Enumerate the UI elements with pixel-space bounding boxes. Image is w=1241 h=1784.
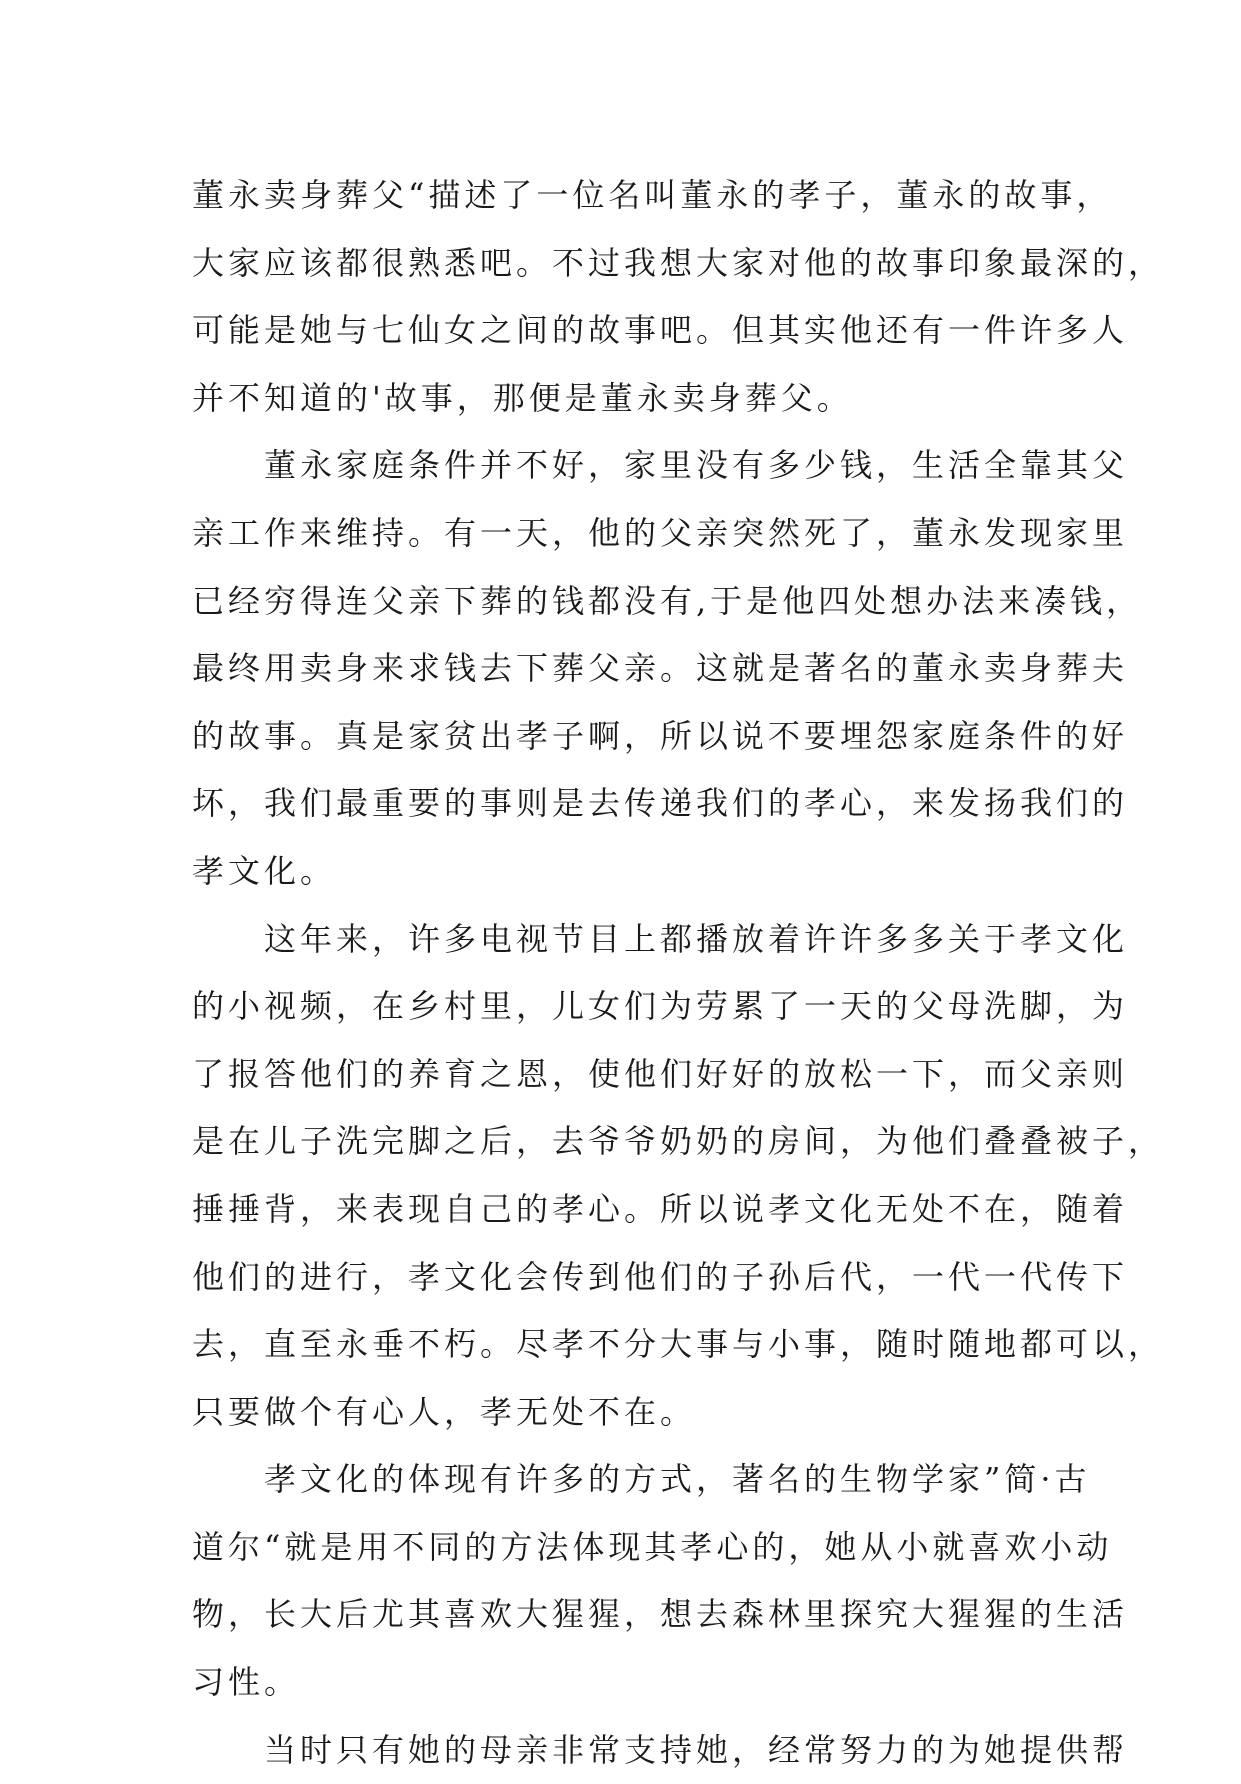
text-line: 大家应该都很熟悉吧。不过我想大家对他的故事印象最深的，: [192, 243, 1165, 282]
text-line: 道尔“就是用不同的方法体现其孝心的，她从小就喜欢小动: [192, 1527, 1113, 1566]
text-line: 坏，我们最重要的事则是去传递我们的孝心，来发扬我们的: [192, 784, 1129, 823]
text-line: 董永卖身葬父“描述了一位名叫董永的孝子，董永的故事，: [192, 176, 1113, 214]
text-line: 的小视频，在乡村里，儿女们为劳累了一天的父母洗脚，为: [192, 987, 1129, 1026]
text-line: 习性。: [192, 1663, 301, 1702]
text-line: 董永家庭条件并不好，家里没有多少钱，生活全靠其父: [192, 446, 1129, 485]
text-line: 物，长大后尤其喜欢大猩猩，想去森林里探究大猩猩的生活: [192, 1595, 1129, 1634]
text-line: 可能是她与七仙女之间的故事吧。但其实他还有一件许多人: [192, 311, 1129, 350]
text-line: 亲工作来维持。有一天，他的父亲突然死了，董永发现家里: [192, 513, 1129, 552]
text-line: 已经穷得连父亲下葬的钱都没有,于是他四处想办法来凑钱，: [192, 581, 1143, 620]
text-line: 当时只有她的母亲非常支持她，经常努力的为她提供帮: [192, 1730, 1129, 1769]
text-line: 只要做个有心人，孝无处不在。: [192, 1392, 697, 1431]
text-line: 了报答他们的养育之恩，使他们好好的放松一下，而父亲则: [192, 1054, 1129, 1093]
body-text: [192, 162, 1165, 1784]
text-line: 这年来，许多电视节目上都播放着许许多多关于孝文化: [192, 919, 1129, 958]
text-line: 捶捶背，来表现自己的孝心。所以说孝文化无处不在，随着: [192, 1189, 1129, 1228]
text-line: 最终用卖身来求钱去下葬父亲。这就是著名的董永卖身葬夫: [192, 649, 1129, 688]
text-line: 他们的进行，孝文化会传到他们的子孙后代，一代一代传下: [192, 1257, 1129, 1296]
text-line: 并不知道的'故事，那便是董永卖身葬父。: [192, 378, 853, 417]
text-line: 的故事。真是家贫出孝子啊，所以说不要埋怨家庭条件的好: [192, 716, 1129, 755]
text-line: 是在儿子洗完脚之后，去爷爷奶奶的房间，为他们叠叠被子，: [192, 1122, 1165, 1161]
text-line: 孝文化。: [192, 851, 337, 890]
text-line: 孝文化的体现有许多的方式，著名的生物学家”简·古: [192, 1460, 1091, 1499]
text-line: 去，直至永垂不朽。尽孝不分大事与小事，随时随地都可以，: [192, 1325, 1165, 1364]
